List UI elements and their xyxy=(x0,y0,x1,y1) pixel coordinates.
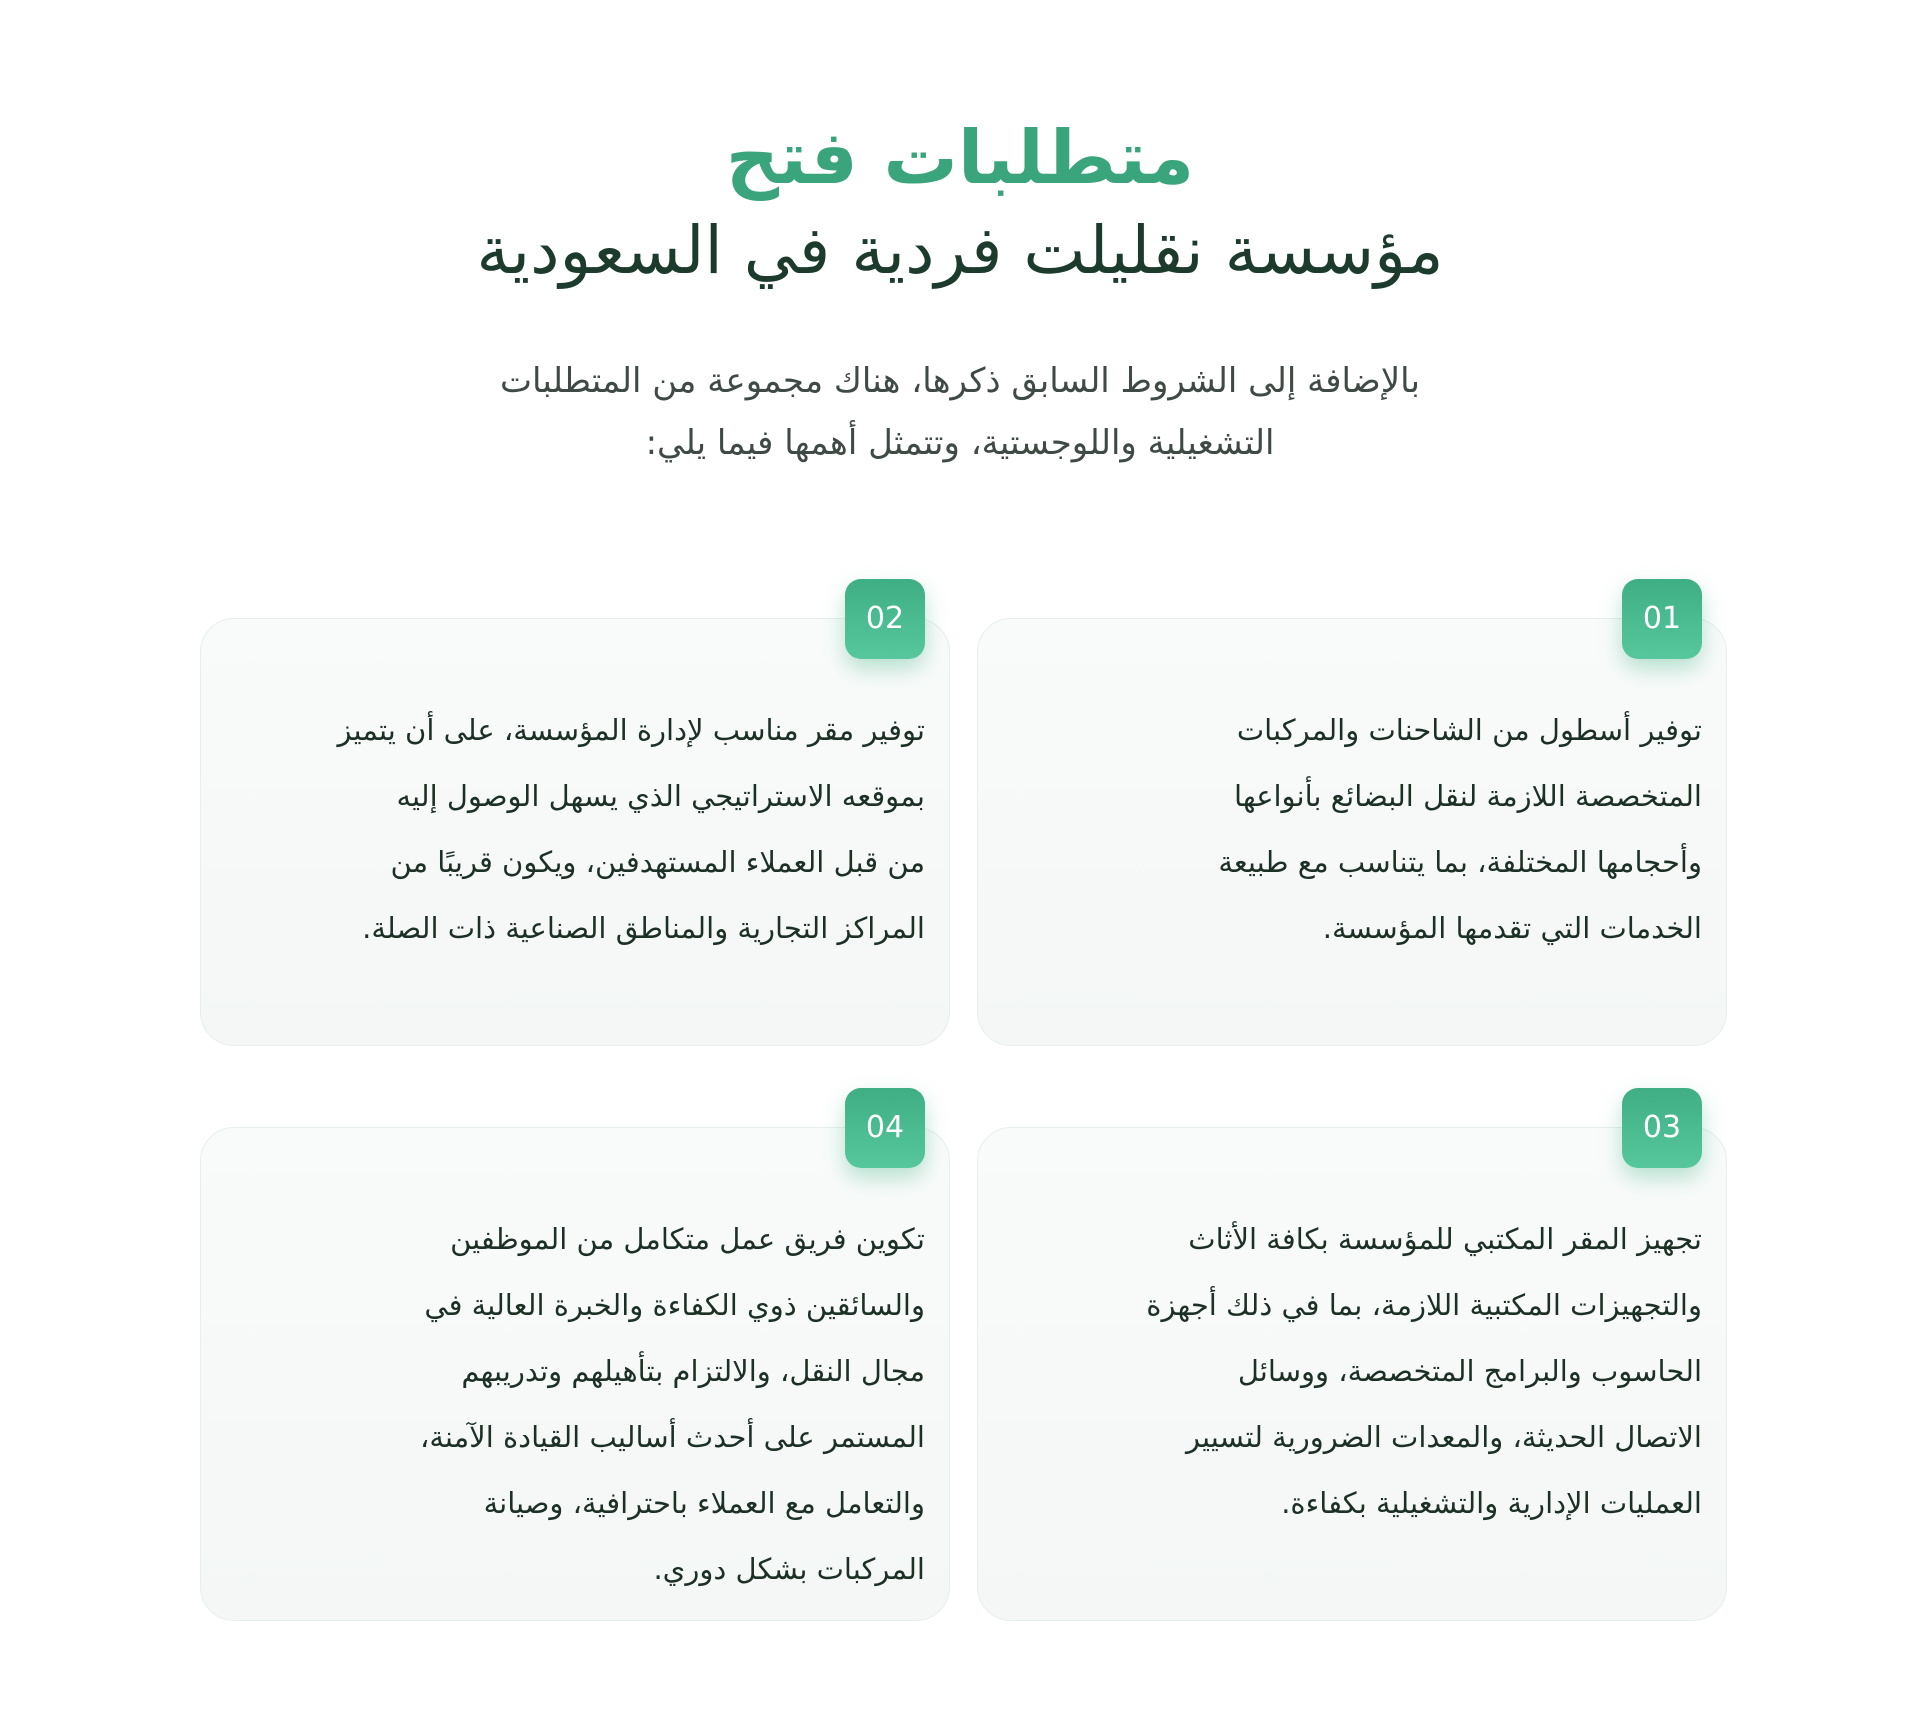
card-line: مجال النقل، والالتزام بتأهيلهم وتدريبهم xyxy=(461,1354,925,1388)
card-line: العمليات الإدارية والتشغيلية بكفاءة. xyxy=(1281,1486,1702,1520)
card-text xyxy=(1002,1206,1702,1536)
card-line: الاتصال الحديثة، والمعدات الضرورية لتسيير xyxy=(1185,1420,1702,1454)
card-text xyxy=(225,697,925,961)
card-line: المتخصصة اللازمة لنقل البضائع بأنواعها xyxy=(1233,779,1702,813)
card-line: توفير مقر مناسب لإدارة المؤسسة، على أن يتميز xyxy=(337,713,925,747)
intro-paragraph xyxy=(410,350,1510,474)
number-badge: 01 xyxy=(1622,579,1702,659)
card-line: توفير أسطول من الشاحنات والمركبات xyxy=(1236,713,1702,747)
number-badge: 04 xyxy=(845,1088,925,1168)
card-line: والتجهيزات المكتبية اللازمة، بما في ذلك أجهزة xyxy=(1146,1288,1702,1322)
intro-line-2: التشغيلية واللوجستية، وتتمثل أهمها فيما يلي: xyxy=(645,423,1275,463)
card-line: المستمر على أحدث أساليب القيادة الآمنة، xyxy=(419,1420,925,1454)
requirement-card-03 xyxy=(977,1110,1727,1621)
page-header xyxy=(0,110,1920,296)
requirement-card-04 xyxy=(200,1110,950,1621)
card-line: من قبل العملاء المستهدفين، ويكون قريبًا من xyxy=(390,845,925,879)
card-line: وأحجامها المختلفة، بما يتناسب مع طبيعة xyxy=(1218,845,1702,879)
page-title: مؤسسة نقليلت فردية في السعودية xyxy=(476,212,1444,289)
card-line: بموقعه الاستراتيجي الذي يسهل الوصول إليه xyxy=(396,779,925,813)
card-line: الخدمات التي تقدمها المؤسسة. xyxy=(1322,911,1702,945)
card-line: الحاسوب والبرامج المتخصصة، ووسائل xyxy=(1237,1354,1702,1388)
card-line: والسائقين ذوي الكفاءة والخبرة العالية في xyxy=(424,1288,925,1322)
card-text xyxy=(1002,697,1702,961)
requirement-card-01 xyxy=(977,601,1727,1046)
card-line: تكوين فريق عمل متكامل من الموظفين xyxy=(450,1222,925,1256)
card-line: المركبات بشكل دوري. xyxy=(653,1552,925,1586)
number-badge: 03 xyxy=(1622,1088,1702,1168)
intro-line-1: بالإضافة إلى الشروط السابق ذكرها، هناك مجموعة من المتطلبات xyxy=(499,361,1420,401)
title-accent: متطلبات فتح xyxy=(725,115,1195,201)
card-line: تجهيز المقر المكتبي للمؤسسة بكافة الأثاث xyxy=(1188,1222,1702,1256)
card-text xyxy=(225,1206,925,1602)
card-line: المراكز التجارية والمناطق الصناعية ذات الصلة. xyxy=(362,911,925,945)
requirement-card-02 xyxy=(200,601,950,1046)
card-line: والتعامل مع العملاء باحترافية، وصيانة xyxy=(483,1486,925,1520)
number-badge: 02 xyxy=(845,579,925,659)
